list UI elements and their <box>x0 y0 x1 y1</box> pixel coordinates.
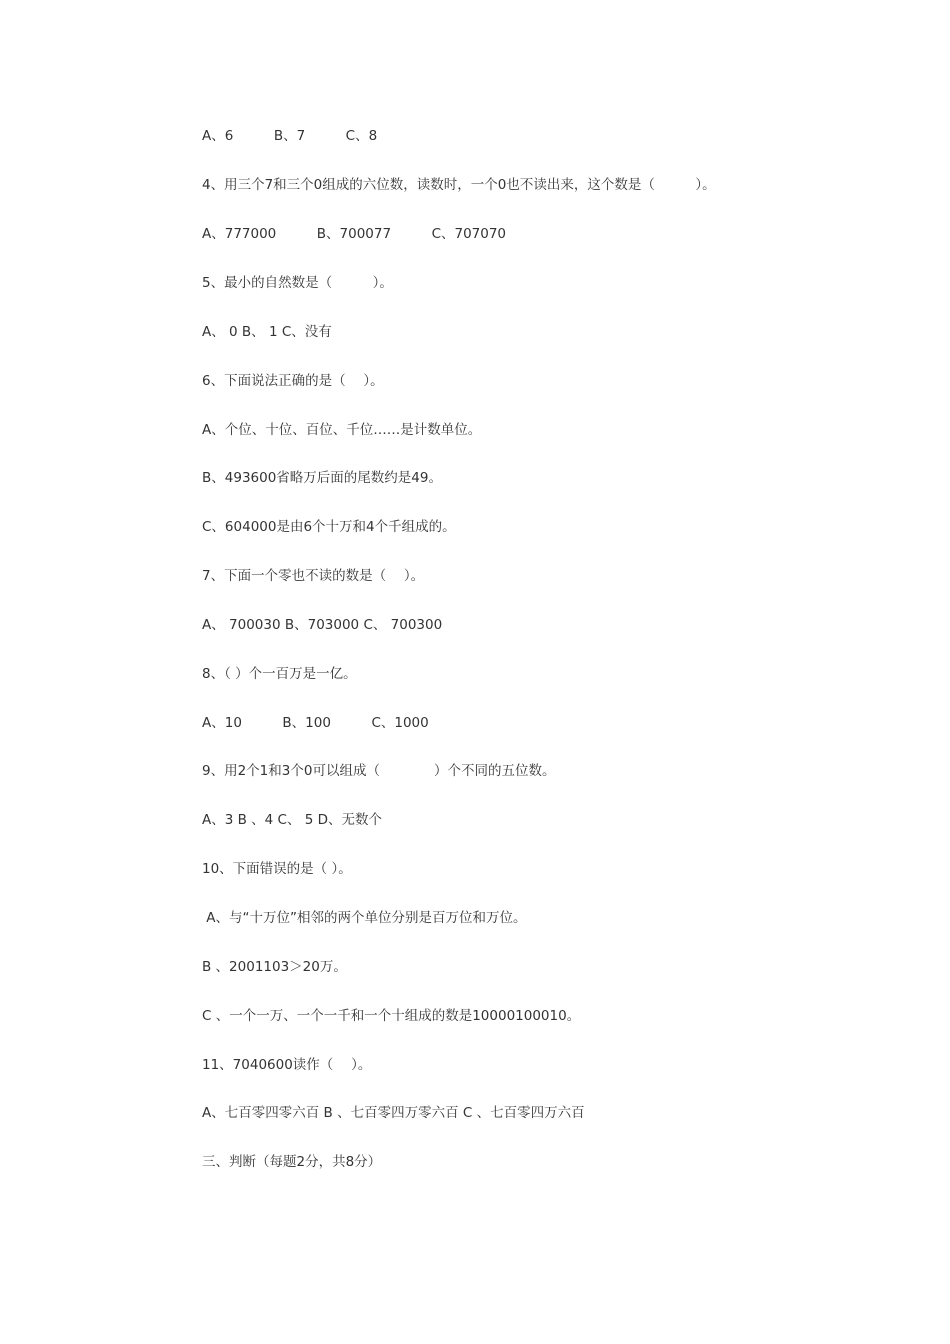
q5-question: 5、最小的自然数是（ ）。 <box>202 275 393 291</box>
q6-question: 6、下面说法正确的是（ ）。 <box>202 373 384 389</box>
section-3-heading: 三、判断（每题2分，共8分） <box>202 1154 382 1170</box>
q10-option-b: B 、2001103＞20万。 <box>202 959 347 975</box>
q6-option-c: C、604000是由6个十万和4个千组成的。 <box>202 519 456 535</box>
q7-options: A、 700030 B、703000 C、 700300 <box>202 617 443 633</box>
q6-option-b: B、493600省略万后面的尾数约是49。 <box>202 470 442 486</box>
q3-options: A、6 B、7 C、8 <box>202 128 378 144</box>
q10-option-c: C 、一个一万、一个一千和一个十组成的数是10000100010。 <box>202 1008 581 1024</box>
q11-options: A、七百零四零六百 B 、七百零四万零六百 C 、七百零四万六百 <box>202 1105 585 1121</box>
q7-question: 7、下面一个零也不读的数是（ ）。 <box>202 568 425 584</box>
q8-options: A、10 B、100 C、1000 <box>202 715 429 731</box>
q4-question: 4、用三个7和三个0组成的六位数，读数时，一个0也不读出来，这个数是（ ）。 <box>202 177 716 193</box>
q11-question: 11、7040600读作（ ）。 <box>202 1057 372 1073</box>
q5-options: A、 0 B、 1 C、没有 <box>202 324 332 340</box>
q10-option-a: A、与“十万位”相邻的两个单位分别是百万位和万位。 <box>202 910 527 926</box>
q4-options: A、777000 B、700077 C、707070 <box>202 226 507 242</box>
q8-question: 8、（ ）个一百万是一亿。 <box>202 666 357 682</box>
q9-question: 9、用2个1和3个0可以组成（ ）个不同的五位数。 <box>202 763 556 779</box>
q6-option-a: A、个位、十位、百位、千位……是计数单位。 <box>202 422 482 438</box>
q10-question: 10、下面错误的是（ ）。 <box>202 861 352 877</box>
q9-options: A、3 B 、4 C、 5 D、无数个 <box>202 812 383 828</box>
